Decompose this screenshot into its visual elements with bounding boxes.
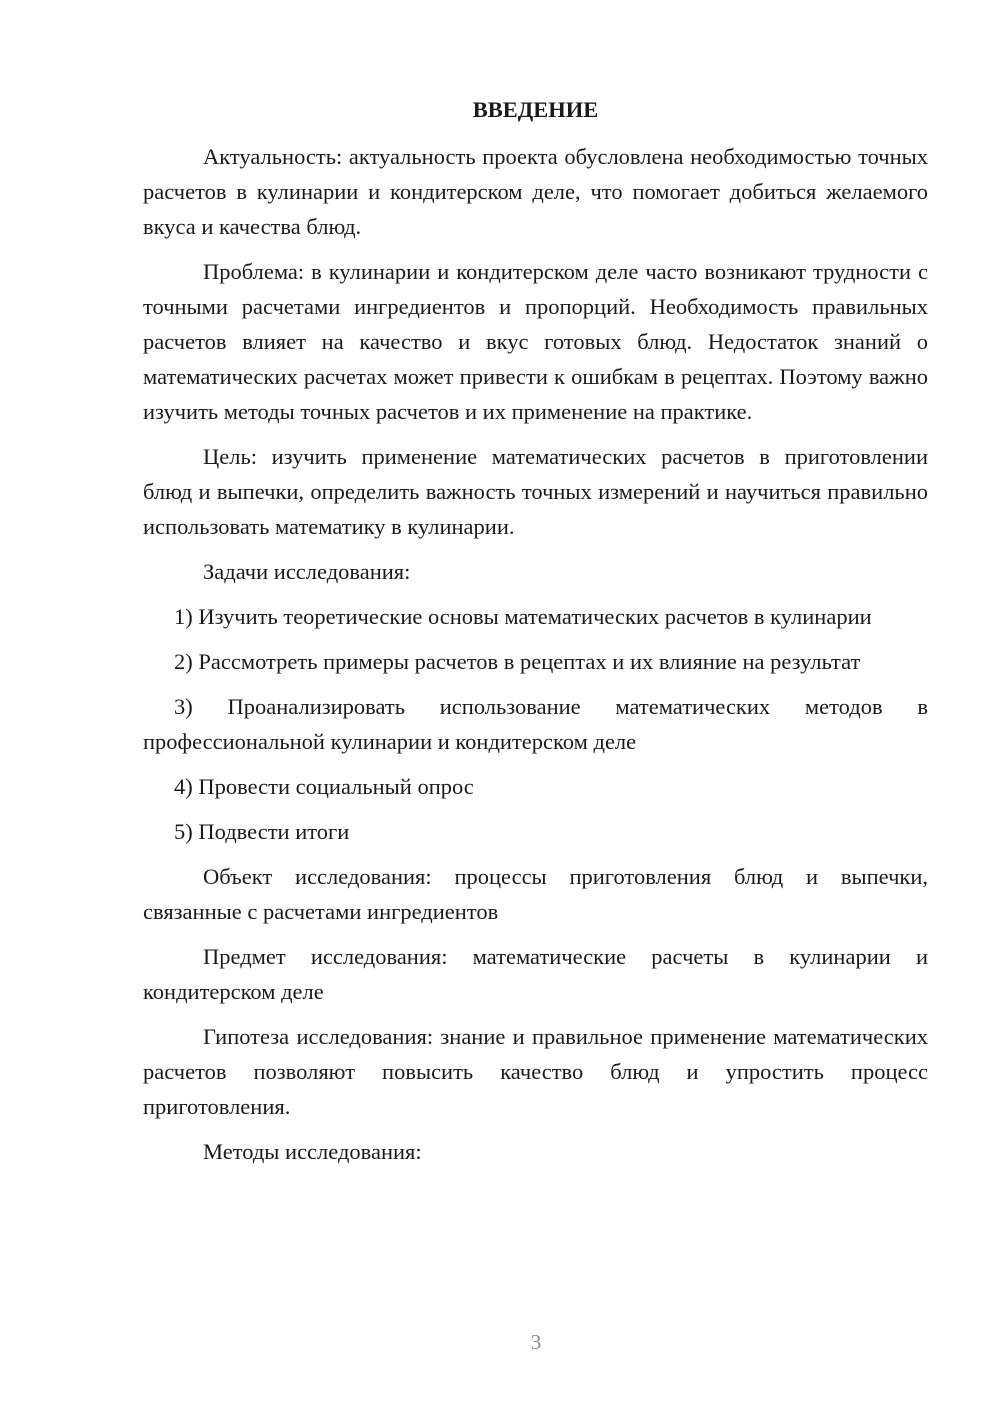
paragraph-methods: Методы исследования: [203, 1139, 422, 1164]
task-item: 5) Подвести итоги [174, 819, 350, 844]
task-item: 3) Проанализировать использование математических методов в профессиональной кулинарии и кондитерском деле [143, 694, 928, 754]
task-item: 4) Провести социальный опрос [174, 774, 474, 799]
paragraph-object: Объект исследования: процессы приготовления блюд и выпечки, связанные с расчетами ингредиентов [143, 864, 928, 924]
paragraph-subject: Предмет исследования: математические расчеты в кулинарии и кондитерском деле [143, 944, 928, 1004]
task-item: 1) Изучить теоретические основы математических расчетов в кулинарии [174, 604, 872, 629]
paragraph-tasks-heading: Задачи исследования: [203, 559, 411, 584]
paragraph-relevance: Актуальность: актуальность проекта обусловлена необходимостью точных расчетов в кулинарии и кондитерском деле, что помогает добиться желаемого вкуса и качества блюд. [143, 144, 928, 239]
paragraph-problem: Проблема: в кулинарии и кондитерском деле часто возникают трудности с точными расчетами ингредиентов и пропорций. Необходимость правильных расчетов влияет на качество и вкус готовых блюд. Недостаток знаний о математических расчетах может привести к ошибкам в рецептах. Поэтому важно изучить методы точных расчетов и их применение на практике. [143, 259, 928, 424]
page-number: 3 [530, 1330, 542, 1354]
paragraph-hypothesis: Гипотеза исследования: знание и правильное применение математических расчетов позволяют повысить качество блюд и упростить процесс приготовления. [143, 1024, 928, 1119]
section-title: ВВЕДЕНИЕ [472, 97, 599, 122]
paragraph-goal: Цель: изучить применение математических расчетов в приготовлении блюд и выпечки, определить важность точных измерений и научиться правильно использовать математику в кулинарии. [143, 444, 928, 539]
task-item: 2) Рассмотреть примеры расчетов в рецептах и их влияние на результат [174, 649, 861, 674]
document-page [143, 92, 928, 1179]
